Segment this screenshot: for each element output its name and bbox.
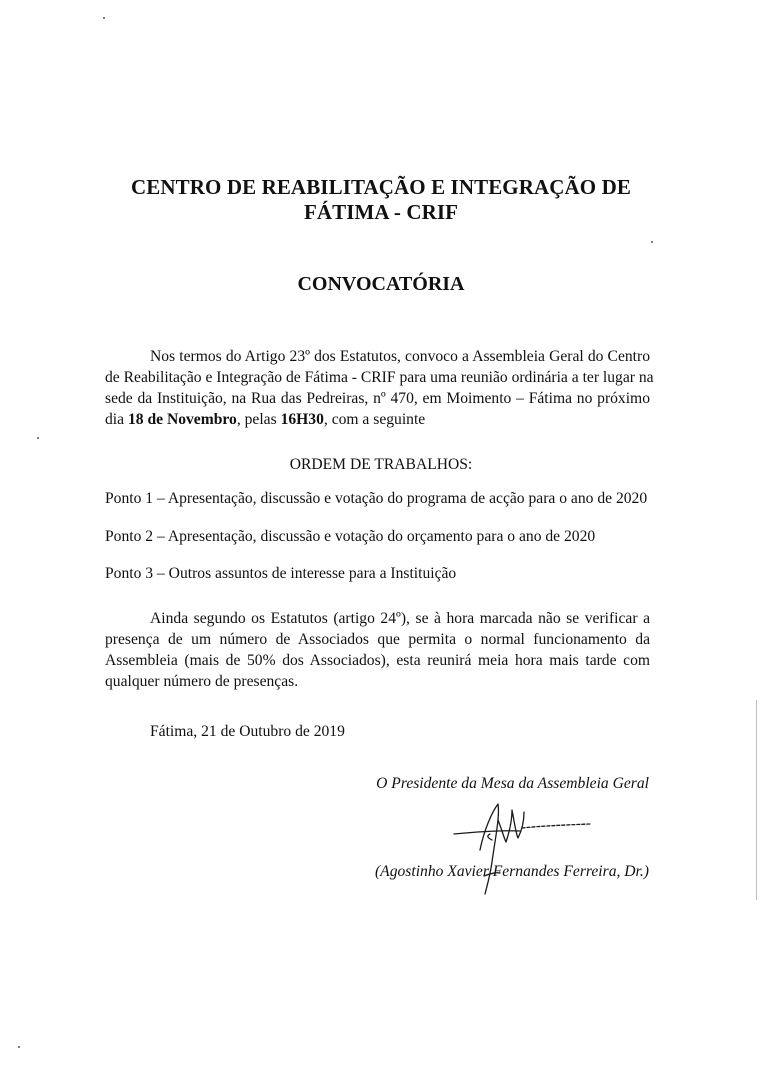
signatory-name: (Agostinho Xavier Fernandes Ferreira, Dr.) bbox=[374, 863, 649, 880]
text-segment: dia bbox=[105, 411, 128, 428]
agenda-title: ORDEM DE TRABALHOS: bbox=[289, 456, 473, 473]
handwritten-signature bbox=[440, 790, 600, 900]
signatory-title: O Presidente da Mesa da Assembleia Geral bbox=[376, 775, 649, 792]
agenda-point-1: Ponto 1 – Apresentação, discussão e votação do programa de acção para o ano de 2020 bbox=[105, 490, 648, 507]
document-title-line-1: CENTRO DE REABILITAÇÃO E INTEGRAÇÃO DE bbox=[131, 175, 631, 199]
paragraph-line: presença de um número de Associados que permita o normal funcionamento da bbox=[105, 631, 650, 648]
meeting-time: 16H30 bbox=[280, 411, 324, 428]
scan-speck bbox=[18, 1046, 20, 1048]
agenda-point-3: Ponto 3 – Outros assuntos de interesse para a Instituição bbox=[105, 565, 457, 582]
document-title-line-2: FÁTIMA - CRIF bbox=[303, 200, 459, 224]
intro-paragraph bbox=[105, 346, 654, 430]
paragraph-line: qualquer número de presenças. bbox=[105, 673, 299, 690]
paragraph-line: Ainda segundo os Estatutos (artigo 24º), se à hora marcada não se verificar a bbox=[150, 610, 650, 627]
agenda-point-2: Ponto 2 – Apresentação, discussão e votação do orçamento para o ano de 2020 bbox=[105, 528, 596, 545]
paragraph-line: de Reabilitação e Integração de Fátima - CRIF para uma reunião ordinária a ter lugar na bbox=[105, 369, 654, 386]
scan-edge-line bbox=[756, 700, 757, 900]
scan-speck bbox=[103, 17, 105, 19]
text-segment: , pelas bbox=[236, 411, 281, 428]
paragraph-line: sede da Instituição, na Rua das Pedreiras, nº 470, em Moimento – Fátima no próximo bbox=[105, 390, 650, 407]
paragraph-line bbox=[105, 409, 650, 430]
place-and-date: Fátima, 21 de Outubro de 2019 bbox=[150, 723, 345, 740]
paragraph-line: Nos termos do Artigo 23º dos Estatutos, convoco a Assembleia Geral do Centro bbox=[150, 348, 650, 365]
text-segment: , com a seguinte bbox=[323, 411, 426, 428]
document-heading: CONVOCATÓRIA bbox=[297, 273, 465, 295]
paragraph-line: Assembleia (mais de 50% dos Associados), esta reunirá meia hora mais tarde com bbox=[105, 652, 650, 669]
quorum-paragraph bbox=[105, 608, 650, 692]
meeting-date: 18 de Novembro bbox=[127, 411, 237, 428]
scan-speck bbox=[37, 437, 39, 439]
scan-speck bbox=[651, 241, 653, 243]
